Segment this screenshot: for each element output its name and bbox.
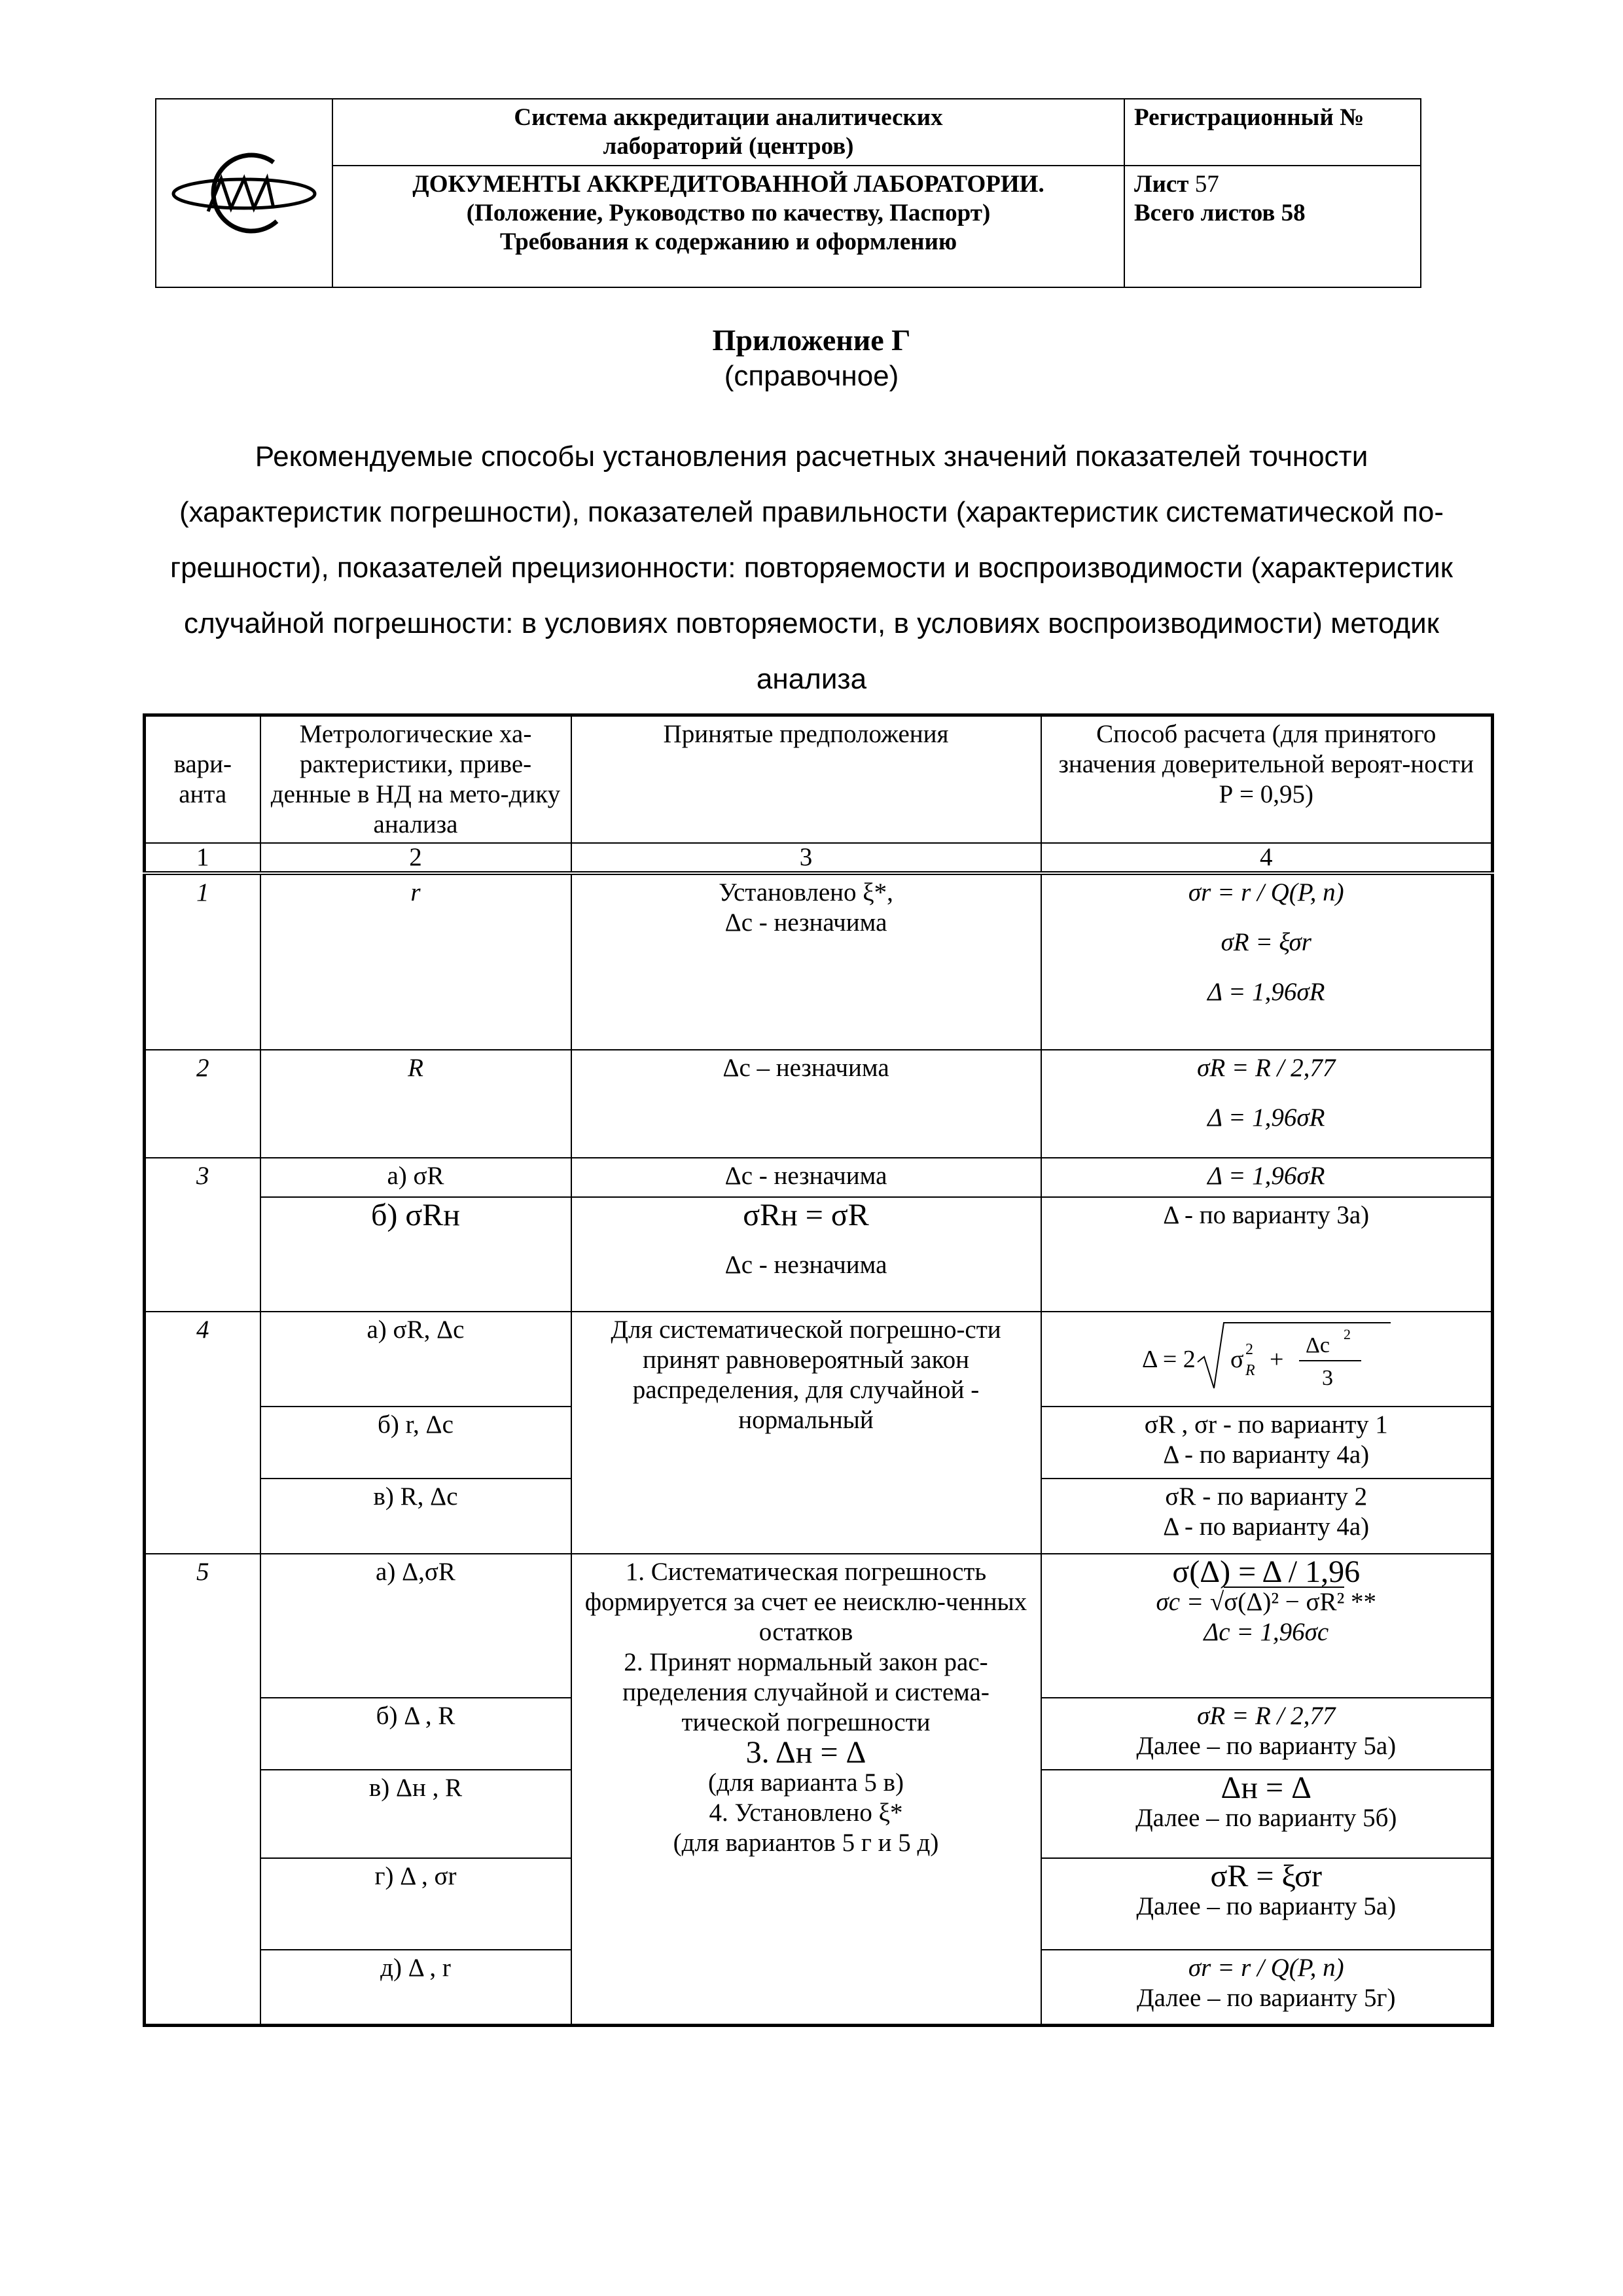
formula-note: Далее – по варианту 5б) — [1135, 1804, 1397, 1832]
svg-text:2: 2 — [1245, 1341, 1253, 1358]
logo-label: СААЛ — [244, 236, 248, 238]
formula-suffix: ** — [1351, 1588, 1377, 1616]
formula-note: Далее – по варианту 5г) — [1137, 1984, 1396, 2012]
formula: σr = r / Q(P, n) — [1188, 878, 1344, 906]
formula: σR , σr - по варианту 1 — [1144, 1410, 1388, 1439]
table-row-variant-3a — [145, 1158, 1493, 1197]
registration-label: Регистрационный № — [1134, 104, 1364, 131]
calculation — [1041, 1950, 1493, 2025]
calculation — [1041, 1312, 1493, 1407]
sqrt-formula — [1135, 1316, 1397, 1395]
characteristic: д) Δ , r — [260, 1950, 571, 2025]
column-number: 1 — [145, 843, 260, 873]
assumption: Для систематической погрешно-сти принят равновероятный закон распределения, для случайной - нормальный — [571, 1312, 1041, 1554]
formula: Δ = 1,96σR — [1041, 1158, 1493, 1197]
calculation — [1041, 1407, 1493, 1479]
formula-prefix: σc = — [1156, 1588, 1204, 1616]
column-number: 3 — [571, 843, 1041, 873]
intro-line: случайной погрешности: в условиях повторяемости, в условиях воспроизводимости) методик — [183, 607, 1440, 639]
sheet-info-cell — [1124, 166, 1421, 287]
formula: σ(Δ) = Δ / 1,96 — [1172, 1554, 1361, 1589]
calculation — [1041, 1770, 1493, 1858]
assumption — [571, 1197, 1041, 1312]
header-variant: вари-анта — [145, 715, 260, 844]
header-method-text: Способ расчета (для принятого значения доверительной вероят-ности — [1058, 720, 1474, 778]
sheet-label: Лист — [1134, 171, 1189, 198]
table-row-variant-1 — [145, 873, 1493, 1050]
appendix-subtitle: (справочное) — [724, 360, 899, 392]
registration-cell — [1124, 99, 1421, 166]
total-sheets-number: 58 — [1281, 200, 1306, 226]
characteristic: б) r, Δс — [260, 1407, 571, 1479]
formula: σR = R / 2,77 — [1197, 1054, 1336, 1082]
table-row-variant-5a — [145, 1554, 1493, 1698]
assumption-line: 3. Δн = Δ — [745, 1735, 866, 1770]
assumption-line: 2. Принят нормальный закон рас-пределения случайной и система-тической погрешности — [622, 1648, 990, 1736]
formula-sigma-subscript: R — [1245, 1362, 1255, 1379]
total-sheets-label: Всего листов — [1134, 200, 1275, 226]
calculation — [1041, 1050, 1493, 1158]
org-name-cell — [332, 99, 1124, 166]
table-row-variant-3b — [145, 1197, 1493, 1312]
assumption: Δс – незначима — [571, 1050, 1041, 1158]
org-name-line2: лабораторий (центров) — [603, 133, 854, 160]
formula: σR = R / 2,77 — [1197, 1702, 1336, 1730]
formula: Δc = 1,96σc — [1204, 1618, 1329, 1646]
assumption-line: Δс - незначима — [724, 908, 887, 937]
assumption-line: Установлено ξ*, — [719, 878, 893, 906]
table-header-row — [145, 715, 1493, 844]
formula-plus: + — [1269, 1346, 1284, 1373]
calculation — [1041, 873, 1493, 1050]
accreditation-logo — [169, 143, 319, 241]
table-row-variant-2 — [145, 1050, 1493, 1158]
assumption-line: (для варианта 5 в) — [708, 1768, 904, 1797]
intro-line: анализа — [756, 663, 867, 695]
formula: σR - по варианту 2 — [1165, 1482, 1368, 1511]
intro-line: (характеристик погрешности), показателей правильности (характеристик систематической по- — [179, 496, 1444, 528]
formula-numerator: Δc — [1305, 1333, 1330, 1357]
assumption-line: 4. Установлено ξ* — [709, 1799, 903, 1827]
formula: σR = ξσr — [1210, 1859, 1322, 1893]
header-assumptions: Принятые предположения — [571, 715, 1041, 844]
calculation — [1041, 1479, 1493, 1554]
assumption — [571, 1554, 1041, 2025]
document-header — [155, 98, 1421, 288]
variant-number: 4 — [145, 1312, 260, 1554]
methods-table — [143, 713, 1494, 2027]
characteristic: в) R, Δс — [260, 1479, 571, 1554]
assumption-line: 1. Систематическая погрешность формируется за счет ее неисклю-ченных остатков — [584, 1558, 1027, 1646]
sheet-number: 57 — [1194, 171, 1219, 198]
calculation — [1041, 1858, 1493, 1950]
formula: σr = r / Q(P, n) — [1188, 1954, 1344, 1982]
assumption-line: Δc - незначима — [724, 1251, 887, 1279]
document-title-line1: ДОКУМЕНТЫ АККРЕДИТОВАННОЙ ЛАБОРАТОРИИ. — [412, 171, 1044, 198]
header-method — [1041, 715, 1493, 844]
formula: Δ - по варианту 4а) — [1163, 1441, 1370, 1469]
formula: Δ = 1,96σR — [1207, 1103, 1325, 1132]
variant-number: 1 — [145, 873, 260, 1050]
column-number: 4 — [1041, 843, 1493, 873]
calculation — [1041, 1554, 1493, 1698]
assumption-line: (для вариантов 5 г и 5 д) — [673, 1829, 939, 1857]
formula-root-line — [1047, 1587, 1486, 1617]
header-characteristics: Метрологические ха-рактеристики, приве-денные в НД на мето-дику анализа — [260, 715, 571, 844]
assumption — [571, 873, 1041, 1050]
header-method-probability: Р = 0,95) — [1219, 780, 1313, 808]
formula: σR = ξσr — [1221, 928, 1311, 956]
document-title-line3: Требования к содержанию и оформлению — [499, 228, 957, 255]
intro-paragraph — [151, 429, 1472, 707]
variant-number: 5 — [145, 1554, 260, 2025]
intro-line: Рекомендуемые способы установления расчетных значений показателей точности — [255, 440, 1368, 473]
characteristic: б) Δ , R — [260, 1698, 571, 1770]
characteristic: в) Δн , R — [260, 1770, 571, 1858]
svg-text:2: 2 — [1343, 1326, 1351, 1342]
logo-cell — [156, 99, 332, 287]
formula-note: Далее – по варианту 5а) — [1136, 1892, 1397, 1920]
characteristic: а) Δ,σR — [260, 1554, 571, 1698]
formula: Δ - по варианту 4а) — [1163, 1513, 1370, 1541]
calculation — [1041, 1698, 1493, 1770]
characteristic: R — [260, 1050, 571, 1158]
characteristic: а) σR, Δc — [260, 1312, 571, 1407]
column-number-row — [145, 843, 1493, 873]
formula-prefix: Δ = 2 — [1141, 1346, 1196, 1373]
assumption: Δс - незначима — [571, 1158, 1041, 1197]
formula: Δ - по варианту 3а) — [1041, 1197, 1493, 1312]
formula: Δ = 1,96σR — [1207, 978, 1325, 1006]
formula-root: σ(Δ)² − σR² — [1224, 1588, 1345, 1616]
characteristic: а) σR — [260, 1158, 571, 1197]
assumption-line: σRн = σR — [743, 1198, 869, 1232]
column-number: 2 — [260, 843, 571, 873]
characteristic: г) Δ , σr — [260, 1858, 571, 1950]
formula-denominator: 3 — [1321, 1366, 1333, 1390]
document-title-line2: (Положение, Руководство по качеству, Паспорт) — [466, 200, 991, 226]
formula: Δн = Δ — [1221, 1770, 1311, 1805]
variant-number: 2 — [145, 1050, 260, 1158]
document-title-cell — [332, 166, 1124, 287]
variant-number: 3 — [145, 1158, 260, 1312]
appendix-title: Приложение Г — [712, 323, 911, 357]
characteristic: б) σRн — [260, 1197, 571, 1312]
sqrt-sign-icon: √ — [1209, 1588, 1224, 1616]
formula-sigma: σ — [1230, 1346, 1244, 1373]
intro-line: грешности), показателей прецизионности: повторяемости и воспроизводимости (характеристик — [170, 552, 1453, 584]
org-name-line1: Система аккредитации аналитических — [514, 104, 943, 131]
formula-note: Далее – по варианту 5а) — [1136, 1732, 1397, 1760]
characteristic: r — [260, 873, 571, 1050]
table-row-variant-4a — [145, 1312, 1493, 1407]
